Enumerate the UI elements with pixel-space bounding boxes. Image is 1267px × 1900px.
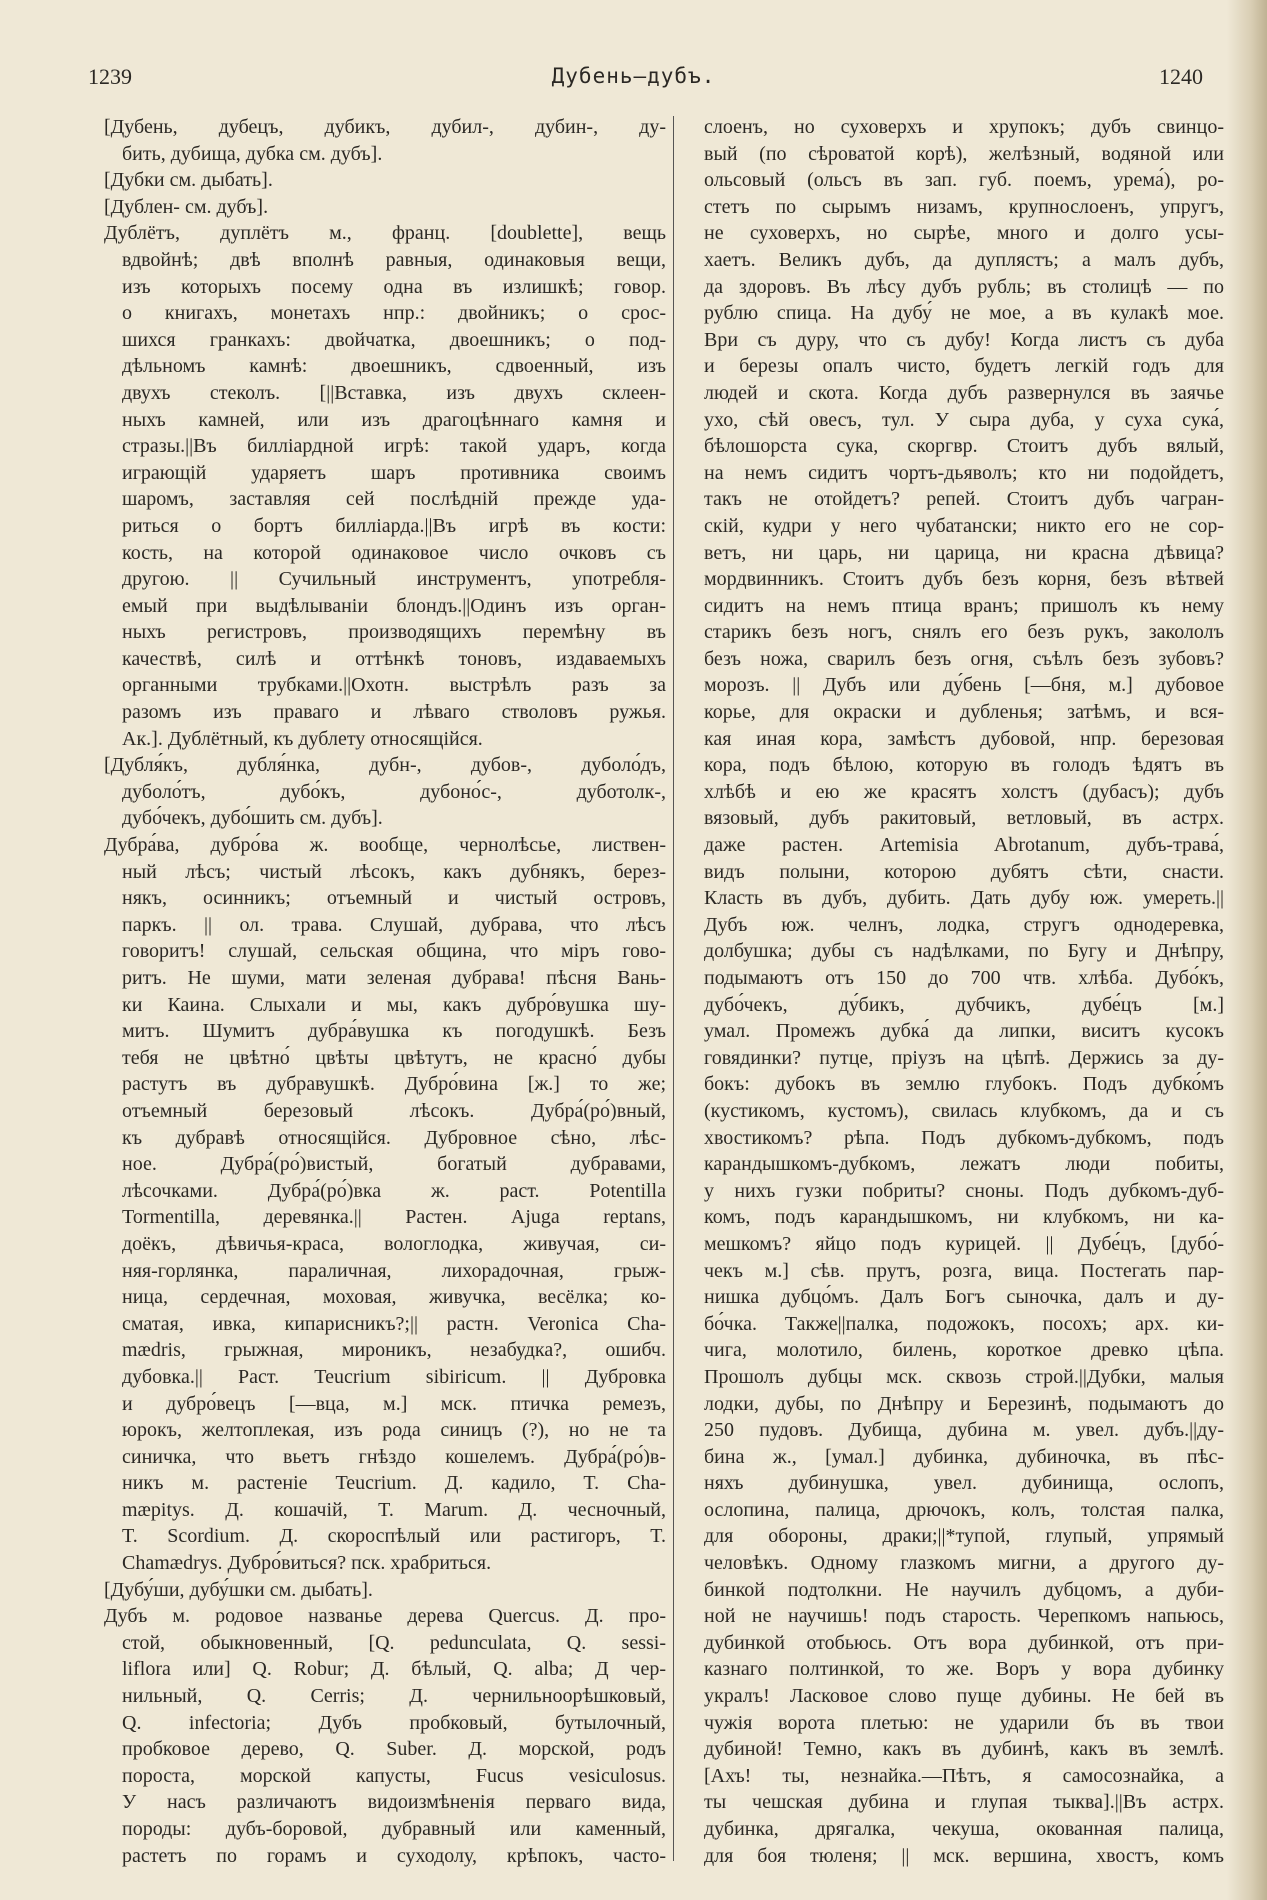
entry-line: двухъ стеколъ. [||Вставка, изъ двухъ склеен- — [122, 381, 666, 404]
entry-line: юрокъ, желтоплекая, изъ рода синицъ (?), но не та — [122, 1419, 666, 1442]
entry-line: другою. || Сучильный инструментъ, употребля- — [122, 568, 666, 591]
entry-line: пороста, морской капусты, Fucus vesiculosus. — [122, 1764, 666, 1787]
entry-line: лодки, дубы, по Днѣпру и Березинѣ, подымаютъ до — [704, 1392, 1224, 1415]
entry-line: Дубъ м. родовое названье дерева Quercus. Д. про- — [104, 1605, 666, 1628]
page-number-left: 1239 — [88, 64, 132, 89]
entry-line: У насъ различаютъ видоизмѣненія перваго вида, — [122, 1791, 666, 1814]
entry-line: ольсовый (ольсъ въ зап. губ. поемъ, урема́), ро- — [704, 169, 1224, 192]
entry-line: ветъ, ни царь, ни царица, ни красна дѣвица? — [704, 541, 1224, 564]
entry-line: къ дубравѣ относящійся. Дубровное сѣно, лѣс- — [122, 1126, 666, 1149]
entry-line: (кустикомъ, кустомъ), свилась клубкомъ, да и съ — [704, 1099, 1224, 1122]
column-divider — [673, 116, 674, 1861]
entry-line: безъ ножа, сварилъ безъ огня, съѣлъ безъ зубовъ? — [704, 647, 1224, 670]
entry-line: хаетъ. Великъ дубъ, да дуплястъ; а малъ дубъ, — [704, 248, 1224, 271]
entry-line: дуболо́тъ, дубо́къ, дубоно́с-, дуботолк-, — [122, 780, 666, 803]
entry-line: ной не научишь! подъ старость. Черепкомъ напьюсь, — [704, 1605, 1224, 1628]
entry-line: няхъ дубинушка, увел. дубинища, ослопъ, — [704, 1472, 1224, 1495]
entry-line: шаромъ, заставляя сей послѣдній прежде уда- — [122, 488, 666, 511]
right-column — [686, 114, 1224, 1869]
entry-line: для обороны, драки;||*тупой, глупый, упрямый — [704, 1525, 1224, 1548]
entry-line: укралъ! Ласковое слово пуще дубины. Не бей въ — [704, 1685, 1224, 1708]
entry-line: 250 пудовъ. Дубища, дубина м. увел. дубъ.||ду- — [704, 1419, 1224, 1442]
entry-line: ты чешская дубина и глупая тыква].||Въ астрх. — [704, 1791, 1224, 1814]
entry-line: [Дубу́ши, дубу́шки см. дыбать]. — [104, 1578, 373, 1601]
entry-line: тебя не цвѣтно́ цвѣты цвѣтутъ, не красно́ дубы — [122, 1046, 666, 1069]
entry-line: на немъ сидитъ чортъ-дьяволъ; кто ни подойдетъ, — [704, 461, 1224, 484]
page-number-right: 1240 — [1159, 64, 1203, 89]
entry-line: Дублётъ, дуплётъ м., франц. [doublette], вещь — [104, 222, 666, 245]
entry-line: вый (по сѣроватой корѣ), желѣзный, водяной или — [704, 142, 1224, 165]
entry-line: корье, для окраски и дубленья; затѣмъ, и вся- — [704, 701, 1224, 724]
entry-line: говоритъ! слушай, сельская община, что міръ гово- — [122, 940, 666, 963]
entry-line: изъ которыхъ посему одна въ излишкѣ; говор. — [122, 275, 666, 298]
entry-line: ное. Дубра́(ро́)вистый, богатый дубравами, — [122, 1153, 666, 1176]
entry-line: [Дублен- см. дубъ]. — [104, 195, 269, 218]
entry-line: людей и скота. Когда дубъ развернулся въ заячье — [704, 381, 1224, 404]
entry-line: рублю спица. На дубу́ не мое, а въ кулакѣ мое. — [704, 302, 1224, 325]
dictionary-entry — [104, 832, 666, 1577]
entry-line: дубинкой отобьюсь. Отъ вора дубинкой, отъ при- — [704, 1631, 1224, 1654]
dictionary-entry — [104, 167, 666, 194]
dictionary-entry — [104, 1577, 666, 1604]
entry-line: кость, на которой одинаковое число очковъ съ — [122, 541, 666, 564]
entry-line: сматая, ивка, кипарисникъ?;|| растн. Veronica Cha- — [122, 1312, 666, 1335]
entry-line: отъемный березовый лѣсокъ. Дубра́(ро́)вный, — [122, 1099, 666, 1122]
entry-line: Класть въ дубъ, дубить. Дать дубу юж. умереть.|| — [704, 887, 1224, 910]
entry-line: доёкъ, дѣвичья-краса, вологлодка, живучая, си- — [122, 1232, 666, 1255]
entry-line: ница, сердечная, моховая, живучка, весёлка; ко- — [122, 1286, 666, 1309]
entry-line: T. Scordium. Д. скороспѣлый или растигоръ, T. — [122, 1525, 666, 1548]
entry-line: бо́чка. Также||палка, подожокъ, посохъ; арх. ки- — [704, 1312, 1224, 1335]
entry-line: дубинка, дрягалка, чекуша, окованная палица, — [704, 1818, 1224, 1840]
entry-line: Прошолъ дубцы мск. сквозь строй.||Дубки, малыя — [704, 1365, 1224, 1388]
entry-line: качествѣ, силѣ и оттѣнкѣ тоновъ, издаваемыхъ — [122, 647, 666, 670]
entry-line: ритъ. Не шуми, мати зеленая дубрава! пѣсня Вань- — [122, 967, 666, 989]
entry-line: Chamædrys. Дубро́виться? пск. храбриться. — [122, 1552, 492, 1575]
entry-line: породы: дубъ-боровой, дубравный или каменный, — [122, 1818, 666, 1840]
entry-line: и дубро́вецъ [—вца, м.] мск. птичка ремезъ, — [122, 1392, 666, 1415]
entry-line: человѣкъ. Одному глазкомъ мигни, а другого ду- — [704, 1552, 1224, 1575]
entry-line: Дубъ юж. челнъ, лодка, стругъ однодеревка, — [704, 913, 1224, 936]
entry-line: да здоровъ. Въ лѣсу дубъ рубль; въ столицѣ — по — [704, 275, 1224, 298]
entry-line: mædris, грыжная, мироникъ, незабудка?, ошибч. — [122, 1339, 666, 1362]
entry-line: комъ, подъ карандышкомъ, ни клубкомъ, ни ка- — [704, 1206, 1224, 1229]
entry-line: такъ не отойдетъ? репей. Стоитъ дубъ чагран- — [704, 488, 1224, 511]
entry-line: кора, подъ бѣлою, которую въ голодъ ѣдятъ въ — [704, 754, 1224, 777]
entry-line: Дубра́ва, дубро́ва ж. вообще, чернолѣсье, листвен- — [104, 834, 666, 857]
entry-line: дубиной! Темно, какъ въ дубинѣ, какъ въ землѣ. — [704, 1738, 1224, 1761]
entry-line: дубо́чекъ, ду́бикъ, дубчикъ, дубе́цъ [м.] — [704, 993, 1224, 1016]
entry-line: ухо, сѣй овесъ, тул. У сыра дуба, у суха сука́, — [704, 408, 1224, 431]
entry-line: Q. infectoria; Дубъ пробковый, бутылочный, — [122, 1711, 666, 1734]
entry-line: бинкой подтолкни. Не научилъ дубцомъ, а дуби- — [704, 1578, 1224, 1601]
entry-line: мешкомъ? яйцо подъ курицей. || Дубе́цъ, [дубо́- — [704, 1232, 1224, 1255]
entry-line: ныхъ регистровъ, производящихъ перемѣну въ — [122, 621, 666, 644]
entry-line: стой, обыкновенный, [Q. pedunculata, Q. sessi- — [122, 1631, 666, 1654]
entry-line: риться о бортъ билліарда.||Въ игрѣ въ кости: — [122, 514, 666, 537]
entry-line: ослопина, палица, дрючокъ, колъ, толстая палка, — [704, 1498, 1224, 1521]
entry-line: [Дубля́къ, дубля́нка, дубн-, дубов-, дуболо́дъ, — [104, 754, 666, 777]
entry-line: нишка дубцо́мъ. Далъ Богъ сыночка, далъ и ду- — [704, 1286, 1224, 1309]
entry-line: слоенъ, но суховерхъ и хрупокъ; дубъ свинцо- — [704, 116, 1224, 138]
entry-line: пробковое дерево, Q. Suber. Д. морской, родъ — [122, 1738, 666, 1761]
running-title: Дубень—дубъ. — [551, 64, 716, 88]
entry-line: паркъ. || ол. трава. Слушай, дубрава, что лѣсъ — [122, 913, 666, 936]
entry-line: скій, кудри у него чубатански; никто его не сор- — [704, 514, 1224, 537]
entry-line: дѣльномъ камнѣ: двоешникъ, сдвоенный, изъ — [122, 355, 666, 378]
entry-line: и березы опалъ чисто, будетъ легкій годъ для — [704, 355, 1224, 378]
entry-line: не суховерхъ, но сырѣе, много и долго усы- — [704, 222, 1224, 245]
entry-line: карандышкомъ-дубкомъ, лежатъ люди побиты, — [704, 1153, 1224, 1176]
entry-line: сидитъ на немъ птица вранъ; пришолъ къ нему — [704, 594, 1224, 617]
entry-line: mæpitys. Д. кошачій, T. Marum. Д. чесночный, — [122, 1498, 666, 1521]
entry-line: ный лѣсъ; чистый лѣсокъ, какъ дубнякъ, берез- — [122, 860, 666, 883]
entry-line: Tormentilla, деревянка.|| Растен. Ajuga reptans, — [122, 1206, 666, 1229]
dictionary-entry — [104, 752, 666, 832]
dictionary-entry — [104, 194, 666, 221]
entry-line: митъ. Шумитъ дубра́вушка къ погодушкѣ. Безъ — [122, 1020, 666, 1043]
entry-line: старикъ безъ ногъ, снялъ его безъ рукъ, закололъ — [704, 621, 1224, 644]
entry-line: вдвойнѣ; двѣ вполнѣ равныя, одинаковыя вещи, — [122, 248, 666, 271]
entry-line: умал. Промежъ дубка́ да липки, виситъ кусокъ — [704, 1020, 1224, 1043]
entry-line: бѣлошорста сука, скоргвр. Стоитъ дубъ вялый, — [704, 435, 1224, 458]
entry-line: подымаютъ отъ 150 до 700 чтв. хлѣба. Дубо́къ, — [704, 967, 1224, 989]
entry-line: растетъ по горамъ и суходолу, крѣпокъ, часто- — [122, 1844, 666, 1867]
page-edge-shadow — [1227, 0, 1267, 1900]
entry-line: [Дубень, дубецъ, дубикъ, дубил-, дубин-, ду- — [104, 116, 666, 138]
entry-line: растутъ въ дубравушкѣ. Дубро́вина [ж.] то же; — [122, 1073, 666, 1096]
entry-line: стетъ по сырымъ низамъ, крупнослоенъ, упругъ, — [704, 195, 1224, 218]
entry-line: стразы.||Въ билліардной игрѣ: такой ударъ, когда — [122, 435, 666, 458]
entry-line: няя-горлянка, параличная, лихорадочная, грыж- — [122, 1259, 666, 1282]
entry-line: Ак.]. Дублётный, къ дублету относящійся. — [122, 727, 483, 750]
entry-line: някъ, осинникъ; отъемный и чистый островъ, — [122, 887, 666, 910]
entry-line: дубо́чекъ, дубо́шить см. дубъ]. — [122, 807, 383, 830]
entry-line: бина ж., [умал.] дубинка, дубиночка, въ пѣс- — [704, 1445, 1224, 1468]
entry-line: [Дубки см. дыбать]. — [104, 169, 273, 192]
entry-line: чига, молотило, билень, короткое древко цѣпа. — [704, 1339, 1224, 1362]
entry-line: хлѣбѣ и ею же красятъ холстъ (дубасъ); дубъ — [704, 780, 1224, 803]
entry-line: мордвинникъ. Стоитъ дубъ безъ корня, безъ вѣтвей — [704, 568, 1224, 591]
entry-line: чекъ м.] сѣв. прутъ, розга, вица. Постегать пар- — [704, 1259, 1224, 1282]
dictionary-entry — [104, 1603, 666, 1869]
entry-line: даже растен. Artemisia Abrotanum, дубъ-трава́, — [704, 834, 1224, 857]
entry-line: [Ахъ! ты, незнайка.—Пѣтъ, я самосознайка, а — [704, 1764, 1224, 1787]
entry-line: органными трубками.||Охотн. выстрѣлъ разъ за — [122, 674, 666, 697]
entry-line: разомъ изъ праваго и лѣваго стволовъ ружья. — [122, 701, 666, 724]
entry-line: чужія ворота плетью: не ударили бъ въ твои — [704, 1711, 1224, 1734]
entry-line: лѣсочками. Дубра́(ро́)вка ж. раст. Potentilla — [122, 1179, 666, 1202]
entry-line: синичка, что вьетъ гнѣздо кошелемъ. Дубра́(ро́)в- — [122, 1445, 666, 1468]
entry-line: бокъ: дубокъ въ землю глубокъ. Подъ дубко́мъ — [704, 1073, 1224, 1096]
entry-line: бить, дубища, дубка см. дубъ]. — [122, 142, 383, 165]
entry-line: для боя тюленя; || мск. вершина, хвостъ, комъ — [704, 1844, 1224, 1867]
entry-line: кая иная кора, замѣстъ дубовой, нпр. березовая — [704, 727, 1224, 750]
dictionary-entry — [104, 220, 666, 752]
entry-line: говядинки? путце, пріузъ на цѣпѣ. Держись за ду- — [704, 1046, 1224, 1069]
entry-line: хвостикомъ? рѣпа. Подъ дубкомъ-дубкомъ, подъ — [704, 1126, 1224, 1149]
entry-line: вязовый, дубъ ракитовый, ветловый, въ астрх. — [704, 807, 1224, 830]
entry-line: у нихъ гузки побриты? сноны. Подъ дубкомъ-дуб- — [704, 1179, 1224, 1202]
entry-line: емый при выдѣлываніи блондъ.||Одинъ изъ орган- — [122, 594, 666, 617]
entry-line: ныхъ камней, или изъ драгоцѣннаго камня и — [122, 408, 666, 431]
entry-line: Ври съ дуру, что съ дубу! Когда листъ съ дуба — [704, 328, 1224, 351]
left-column — [104, 114, 666, 1869]
entry-line: видъ полыни, которою дубятъ сѣти, снасти. — [704, 860, 1224, 883]
entry-line: морозъ. || Дубъ или ду́бень [—бня, м.] дубовое — [704, 674, 1224, 697]
entry-line: никъ м. растеніе Teucrium. Д. кадило, T. Cha- — [122, 1472, 666, 1495]
entry-line: liflora или] Q. Robur; Д. бѣлый, Q. alba; Д чер- — [122, 1658, 666, 1681]
dictionary-entry — [104, 114, 666, 167]
entry-line: нильный, Q. Cerris; Д. чернильноорѣшковый, — [122, 1685, 666, 1708]
entry-line: шихся гранкахъ: двойчатка, двоешникъ; о под- — [122, 328, 666, 351]
entry-line: дубовка.|| Раст. Teucrium sibiricum. || Дубровка — [122, 1365, 666, 1388]
dictionary-entry — [686, 114, 1224, 1869]
entry-line: казнаго полтинкой, то же. Воръ у вора дубинку — [704, 1658, 1224, 1681]
entry-line: о книгахъ, монетахъ нпр.: двойникъ; о срос- — [122, 302, 666, 325]
entry-line: долбушка; дубы съ надѣлками, по Бугу и Днѣпру, — [704, 940, 1224, 963]
entry-line: играющій ударяетъ шаръ противника своимъ — [122, 461, 666, 484]
entry-line: ки Каина. Слыхали и мы, какъ дубро́вушка шу- — [122, 993, 666, 1016]
